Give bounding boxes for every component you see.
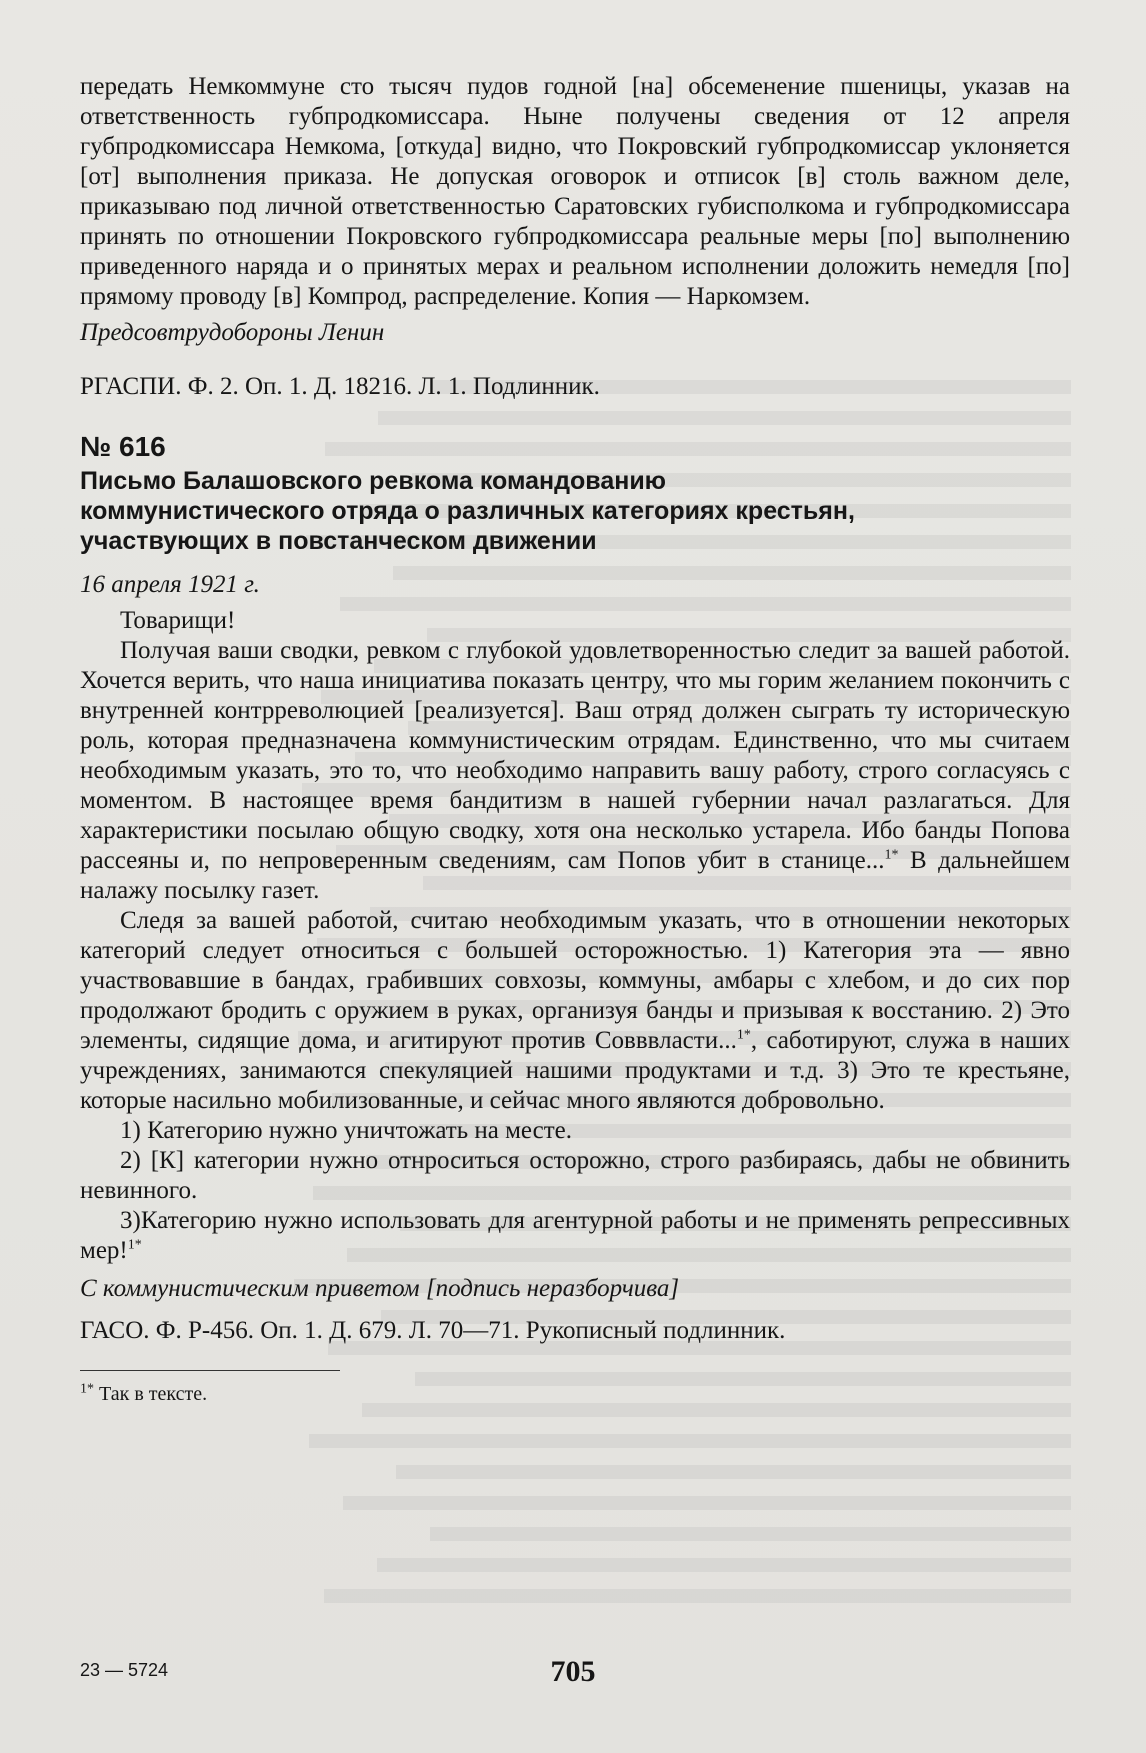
paragraph-2-tail: , саботируют, служа в наших учреждениях, занимаются спекуляцией нашими продуктами и т.д. 3) Это те крестьяне, которые насильно мобилизованные, и сейчас много являются добровольно. xyxy=(80,1027,1070,1114)
document-title-line-3: участвующих в повстанческом движении xyxy=(80,527,597,555)
footnote-ref: 1* xyxy=(884,847,899,863)
paragraph-1-tail: В дальнейшем налажу посылку газет. xyxy=(80,847,1070,904)
document-title-line-1: Письмо Балашовского ревкома командованию xyxy=(80,467,667,495)
list-item-2: 2) [К] категории нужно отнроситься осторожно, строго разбираясь, дабы не обвинить невинного. xyxy=(80,1147,1070,1204)
document-title xyxy=(80,466,1070,556)
footnote-mark: 1* xyxy=(80,1381,94,1397)
sheet-code: 23 — 5724 xyxy=(80,1660,169,1680)
footnote-text: Так в тексте. xyxy=(94,1383,208,1405)
page-number: 705 xyxy=(550,1655,596,1688)
bleed-through-line xyxy=(324,1589,1071,1603)
bleed-through-line xyxy=(396,1465,1071,1479)
footnote-ref: 1* xyxy=(127,1237,142,1253)
paragraph-1-text: Получая ваши сводки, ревком с глубокой удовлетворенностью следит за вашей работой. Хочется верить, что наша инициатива показать центру, что мы горим желанием покончить с внутренней контрреволюцией [реализуется]. Ваш отряд должен сыграть ту историческую роль, которая предназначена коммунистическим отрядам. Единственно, что мы считаем необходимым указать, это то, что необходимо направить вашу работу, строго согласуясь с моментом. В настоящее время бандитизм в нашей губернии начал разлагаться. Для характеристики посылаю общую сводку, хотя она несколько устарела. Ибо банды Попова рассеяны и, по непроверенным сведениям, сам Попов убит в станице... xyxy=(80,637,1070,874)
continuation-paragraph: передать Немкоммуне сто тысяч пудов годной [на] обсеменение пшеницы, указав на ответственность губпродкомиссара. Ныне получены сведения от 12 апреля губпродкомиссара Немкома, [откуда] видно, что Покровский губпродкомиссар уклоняется [от] выполнения приказа. Не допуская оговорок и отписок [в] столь важном деле, приказываю под личной ответственностью Саратовских губисполкома и губпродкомиссара принять по отношении Покровского губпродкомиссара реальные меры [по] выполнению приведенного наряда и о принятых мерах и реальном исполнении доложить немедля [по] прямому проводу [в] Компрод, распределение. Копия — Наркомзем. xyxy=(80,73,1070,310)
footnote-ref: 1* xyxy=(736,1027,751,1043)
paragraph-2 xyxy=(80,906,1070,1116)
bleed-through-line xyxy=(377,1558,1071,1572)
page-text xyxy=(80,72,1070,1407)
bleed-through-line xyxy=(430,1527,1071,1541)
list-item-3-text: 3)Категорию нужно использовать для агентурной работы и не применять репрессивных мер! xyxy=(80,1207,1070,1264)
footnotes xyxy=(80,1370,1070,1407)
list-item-1: 1) Категорию нужно уничтожать на месте. xyxy=(120,1117,573,1144)
closing-signature: С коммунистическим приветом [подпись неразборчива] xyxy=(80,1275,680,1302)
list-item-3 xyxy=(80,1206,1070,1266)
document-title-line-2: коммунистического отряда о различных категориях крестьян, xyxy=(80,497,855,525)
document-number: № 616 xyxy=(80,431,166,462)
footnote-rule xyxy=(80,1370,340,1371)
greeting: Товарищи! xyxy=(120,607,236,634)
document-date: 16 апреля 1921 г. xyxy=(80,571,260,598)
continuation-source: РГАСПИ. Ф. 2. Оп. 1. Д. 18216. Л. 1. Подлинник. xyxy=(80,373,600,400)
bleed-through-line xyxy=(309,1434,1071,1448)
paragraph-2-text: Следя за вашей работой, считаю необходимым указать, что в отношении некоторых категорий следует относиться с большей осторожностью. 1) Категория эта — явно участвовавшие в бандах, грабивших совхозы, коммуны, амбары с хлебом, и до сих пор продолжают бродить с оружием в руках, организуя банды и призывая к восстанию. 2) Это элементы, сидящие дома, и агитируют против Совввласти... xyxy=(80,907,1070,1054)
footnote-1 xyxy=(80,1381,1070,1407)
paragraph-1 xyxy=(80,636,1070,906)
document-source: ГАСО. Ф. Р-456. Оп. 1. Д. 679. Л. 70—71. Рукописный подлинник. xyxy=(80,1317,786,1344)
bleed-through-line xyxy=(343,1496,1071,1510)
continuation-signature: Предсовтрудобороны Ленин xyxy=(80,319,385,346)
